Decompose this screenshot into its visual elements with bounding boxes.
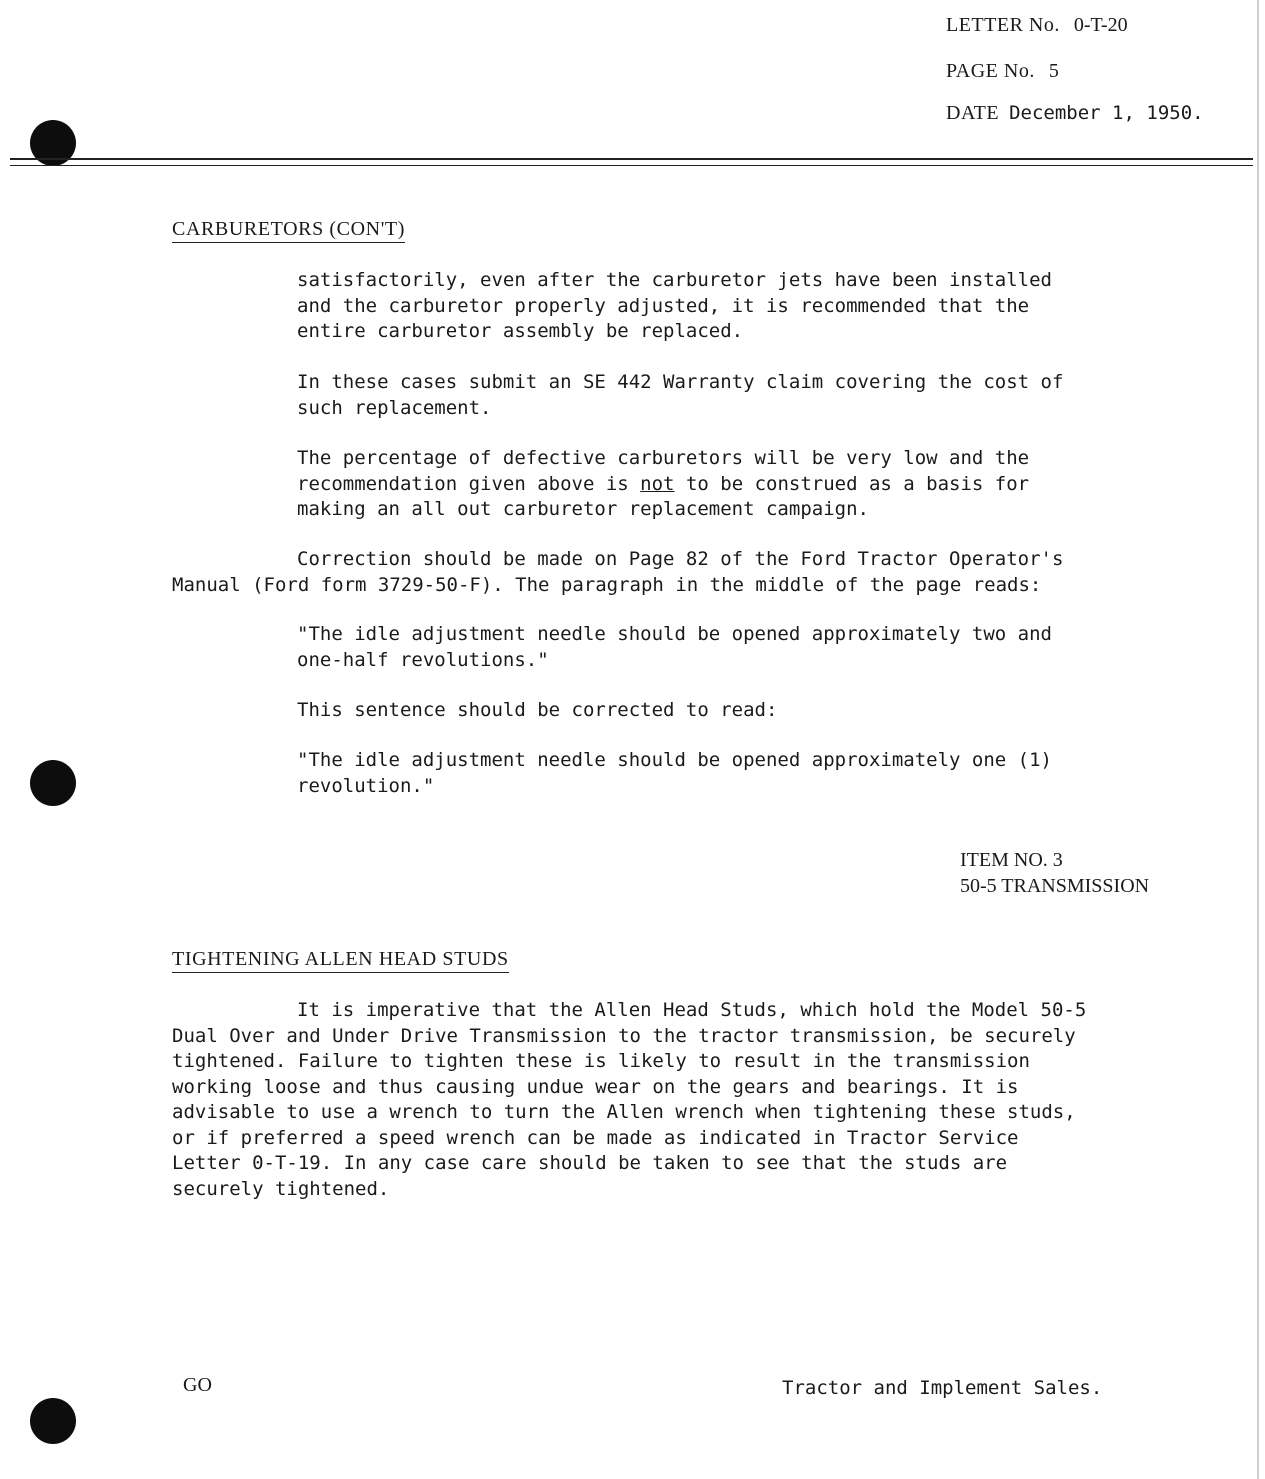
department-name: Tractor and Implement Sales. [782,1377,1103,1399]
letter-date-value: December 1, 1950. [1009,102,1204,124]
warranty-claim-paragraph: In these cases submit an SE 442 Warranty claim covering the cost of such replacement. [297,371,1064,419]
carburetor-replacement-paragraph: satisfactorily, even after the carburetor jets have been installed and the carburetor properly adjusted, it is recommended that the entire carburetor assembly be replaced. [297,269,1052,342]
item-reference [960,847,1149,899]
page-edge [1257,0,1259,1479]
allen-studs-paragraph: It is imperative that the Allen Head Studs, which hold the Model 50-5 Dual Over and Under Drive Transmission to the tractor transmission, be securely tightened. Failure to tighten these is likely to result in the transmission working loose and thus causing undue wear on the gears and bearings. It is advisable to use a wrench to turn the Allen wrench when tightening these studs, or if preferred a speed wrench can be made as indicated in Tractor Service Letter 0-T-19. In any case care should be taken to see that the studs are securely tightened. [172,999,1087,1200]
letter-number-value: 0-T-20 [1073,14,1128,36]
header-rule-top [10,158,1253,160]
letter-date-label: DATE [946,102,1000,124]
original-sentence-quote: "The idle adjustment needle should be opened approximately two and one-half revolutions." [297,623,1052,671]
page-number-value: 5 [1048,60,1059,82]
allen-studs-heading: TIGHTENING ALLEN HEAD STUDS [172,948,509,973]
correction-intro: This sentence should be corrected to read: [297,699,778,721]
author-initials: GO [183,1374,212,1396]
punch-hole-middle [30,760,76,806]
defective-percentage-paragraph: The percentage of defective carburetors will be very low and the recommendation given above is not to be construed as a basis for making an all out carburetor replacement campaign. [297,447,1030,520]
corrected-sentence-quote: "The idle adjustment needle should be opened approximately one (1) revolution." [297,749,1052,797]
header-rule-bottom [10,165,1253,166]
letter-date [946,102,1204,125]
item-title: 50-5 TRANSMISSION [960,875,1150,897]
carburetors-heading: CARBURETORS (CON'T) [172,218,405,243]
punch-hole-bottom [30,1398,76,1444]
emphasis-not: not [640,472,675,495]
letter-number [946,14,1128,37]
manual-correction-paragraph: Correction should be made on Page 82 of the Ford Tractor Operator's Manual (Ford form 3729-50-F). The paragraph in the middle of the page reads: [172,548,1064,596]
item-number: ITEM NO. 3 [960,849,1063,871]
page-number-label: PAGE No. [946,60,1035,82]
page-number [946,60,1059,83]
letter-number-label: LETTER No. [946,14,1060,36]
